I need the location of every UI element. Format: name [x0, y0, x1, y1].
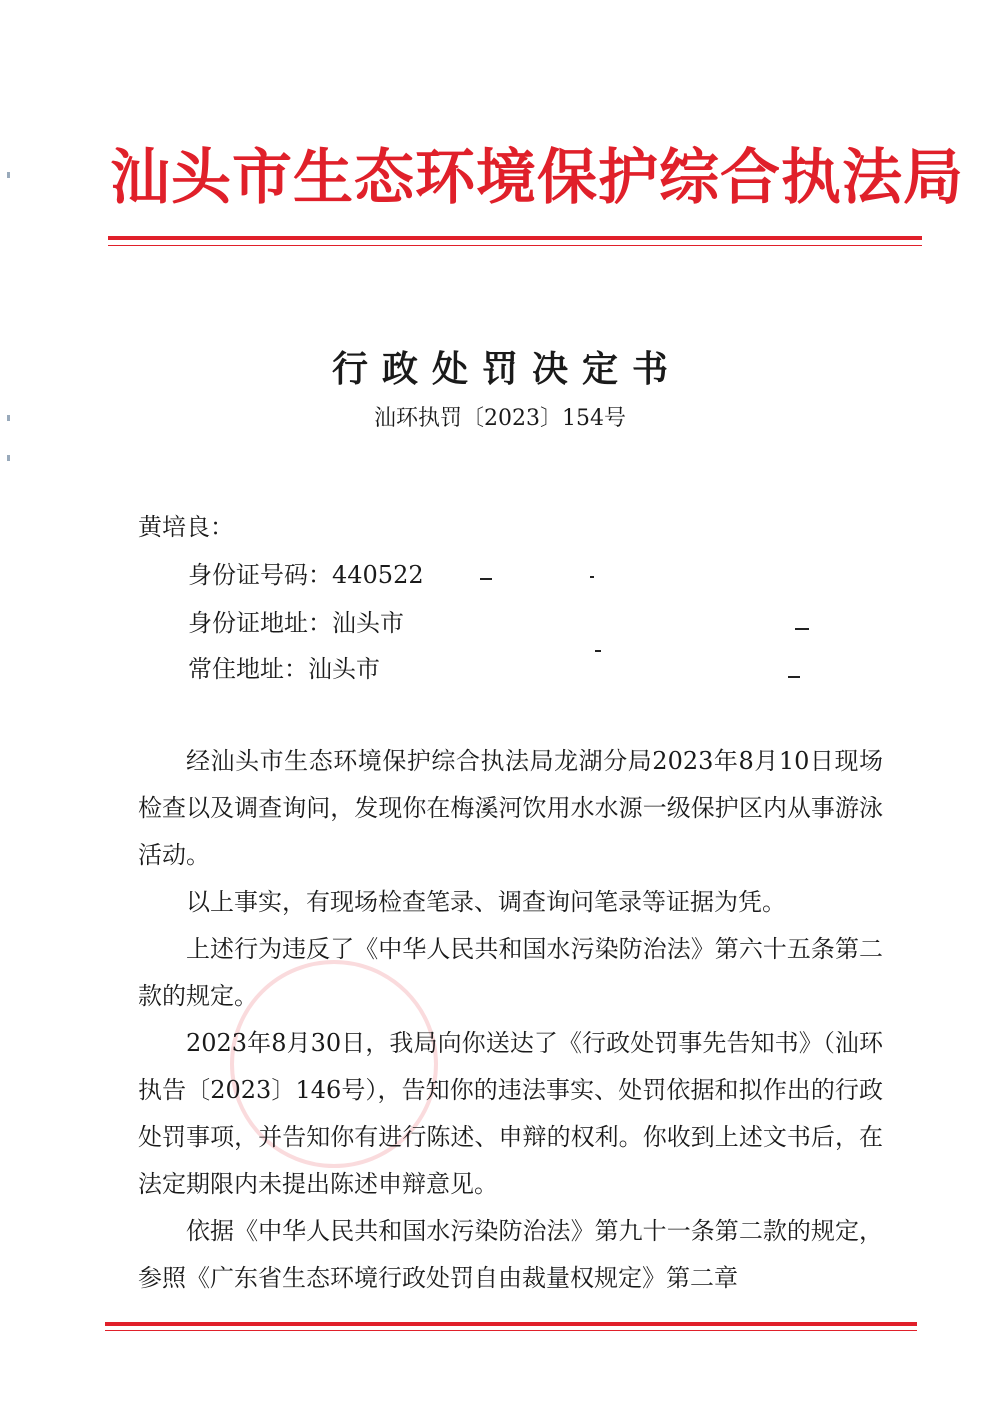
body-paragraph: 经汕头市生态环境保护综合执法局龙湖分局2023年8月10日现场检查以及调查询问，发现你在梅溪河饮用水水源一级保护区内从事游泳活动。: [138, 747, 883, 869]
footer-divider: [105, 1322, 917, 1326]
redaction-mark: [590, 576, 594, 578]
margin-mark: [7, 455, 10, 461]
letterhead-divider: [108, 236, 922, 240]
redaction-mark: [795, 628, 809, 630]
id-address-value: 汕头市: [332, 609, 404, 637]
id-address-label: 身份证地址：: [188, 609, 332, 637]
redaction-mark: [480, 578, 492, 580]
id-address-row: [188, 606, 404, 640]
agency-letterhead: 汕头市生态环境保护综合执法局: [110, 143, 964, 213]
residence-row: [188, 652, 380, 686]
residence-label: 常住地址：: [188, 655, 308, 683]
body-paragraph: 2023年8月30日，我局向你送达了《行政处罚事先告知书》（汕环执告〔2023〕146号），告知你的违法事实、处罚依据和拟作出的行政处罚事项，并告知你有进行陈述、申辩的权利。你收到上述文书后，在法定期限内未提出陈述申辩意见。: [138, 1029, 883, 1198]
margin-mark: [7, 172, 10, 178]
letterhead-divider-thin: [108, 245, 922, 246]
redaction-mark: [788, 676, 800, 678]
document-number: 汕环执罚〔2023〕154号: [374, 406, 626, 431]
body-paragraph: 以上事实，有现场检查笔录、调查询问笔录等证据为凭。: [186, 888, 786, 916]
id-number-row: [188, 558, 424, 592]
footer-divider-thin: [105, 1330, 917, 1331]
residence-value: 汕头市: [308, 655, 380, 683]
document-title: 行政处罚决定书: [331, 348, 682, 390]
redaction-mark: [595, 650, 601, 652]
body-paragraph: 依据《中华人民共和国水污染防治法》第九十一条第二款的规定，参照《广东省生态环境行政处罚自由裁量权规定》第二章: [138, 1217, 883, 1292]
body-paragraph: 上述行为违反了《中华人民共和国水污染防治法》第六十五条第二款的规定。: [138, 935, 883, 1010]
id-number-value: 440522: [332, 561, 424, 589]
id-number-label: 身份证号码：: [188, 561, 332, 589]
party-name: 黄培良：: [138, 513, 234, 541]
